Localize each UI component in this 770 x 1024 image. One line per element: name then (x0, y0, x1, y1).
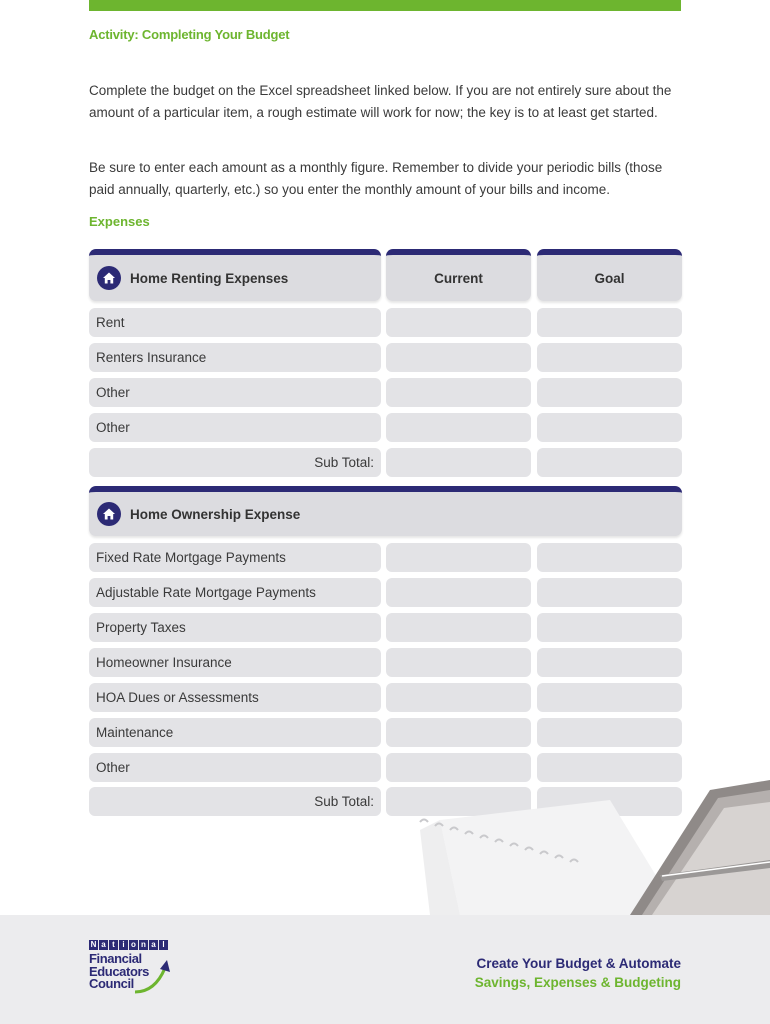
row-label-hoa-dues: HOA Dues or Assessments (89, 683, 381, 712)
row-label-other-1: Other (89, 378, 381, 407)
column-current-label: Current (434, 270, 483, 286)
other-ownership-goal-input[interactable] (537, 753, 682, 782)
notebook-pen-decoration (380, 780, 770, 915)
section-header-home-renting (89, 249, 381, 301)
house-icon (97, 266, 121, 290)
homeowner-insurance-current-input[interactable] (386, 648, 531, 677)
row-label-maintenance: Maintenance (89, 718, 381, 747)
instruction-paragraph-1: Complete the budget on the Excel spreadsheet linked below. If you are not entirely sure about the amount of a particular item, a rough estimate will work for now; the key is to at least get started. (89, 83, 672, 120)
homeowner-insurance-goal-input[interactable] (537, 648, 682, 677)
property-taxes-goal-input[interactable] (537, 613, 682, 642)
section-header-home-ownership (89, 486, 682, 536)
other-2-current-input[interactable] (386, 413, 531, 442)
fixed-rate-mortgage-goal-input[interactable] (537, 543, 682, 572)
row-label-property-taxes: Property Taxes (89, 613, 381, 642)
instruction-paragraph-2: Be sure to enter each amount as a monthly figure. Remember to divide your periodic bills (those paid annually, quarterly, etc.) so you enter the monthly amount of your bills and income. (89, 160, 663, 197)
subtotal-label-ownership: Sub Total: (89, 787, 381, 816)
column-goal-label: Goal (594, 270, 625, 286)
row-label-renters-insurance: Renters Insurance (89, 343, 381, 372)
maintenance-current-input[interactable] (386, 718, 531, 747)
hoa-dues-current-input[interactable] (386, 683, 531, 712)
logo-word-educators: Educators (89, 963, 149, 979)
house-icon (97, 502, 121, 526)
row-label-other-2: Other (89, 413, 381, 442)
tagline-line-1: Create Your Budget & Automate (476, 956, 681, 971)
swoosh-arrow-icon (133, 958, 173, 996)
adjustable-rate-mortgage-current-input[interactable] (386, 578, 531, 607)
row-label-homeowner-insurance: Homeowner Insurance (89, 648, 381, 677)
column-header-current (386, 249, 531, 301)
maintenance-goal-input[interactable] (537, 718, 682, 747)
row-label-rent: Rent (89, 308, 381, 337)
hoa-dues-goal-input[interactable] (537, 683, 682, 712)
renting-subtotal-current-input[interactable] (386, 448, 531, 477)
other-1-current-input[interactable] (386, 378, 531, 407)
renting-subtotal-goal-input[interactable] (537, 448, 682, 477)
other-1-goal-input[interactable] (537, 378, 682, 407)
subtotal-label-renting: Sub Total: (89, 448, 381, 477)
top-accent-bar (89, 0, 681, 11)
property-taxes-current-input[interactable] (386, 613, 531, 642)
row-label-adjustable-rate-mortgage: Adjustable Rate Mortgage Payments (89, 578, 381, 607)
logo-word-financial: Financial (89, 951, 142, 966)
adjustable-rate-mortgage-goal-input[interactable] (537, 578, 682, 607)
fixed-rate-mortgage-current-input[interactable] (386, 543, 531, 572)
expenses-label: Expenses (89, 214, 150, 229)
row-label-fixed-rate-mortgage: Fixed Rate Mortgage Payments (89, 543, 381, 572)
section-title: Home Renting Expenses (130, 270, 289, 286)
column-header-goal (537, 249, 682, 301)
logo-national-tiles: N a t i o n a l (89, 940, 179, 950)
tagline-line-2: Savings, Expenses & Budgeting (474, 975, 681, 990)
rent-goal-input[interactable] (537, 308, 682, 337)
nefe-logo (89, 940, 179, 996)
renters-insurance-goal-input[interactable] (537, 343, 682, 372)
other-2-goal-input[interactable] (537, 413, 682, 442)
other-ownership-current-input[interactable] (386, 753, 531, 782)
logo-word-council: Council (89, 976, 134, 991)
activity-title: Activity: Completing Your Budget (89, 27, 290, 42)
renters-insurance-current-input[interactable] (386, 343, 531, 372)
row-label-other-ownership: Other (89, 753, 381, 782)
footer-tagline (475, 954, 681, 992)
section-title: Home Ownership Expense (130, 506, 301, 522)
rent-current-input[interactable] (386, 308, 531, 337)
